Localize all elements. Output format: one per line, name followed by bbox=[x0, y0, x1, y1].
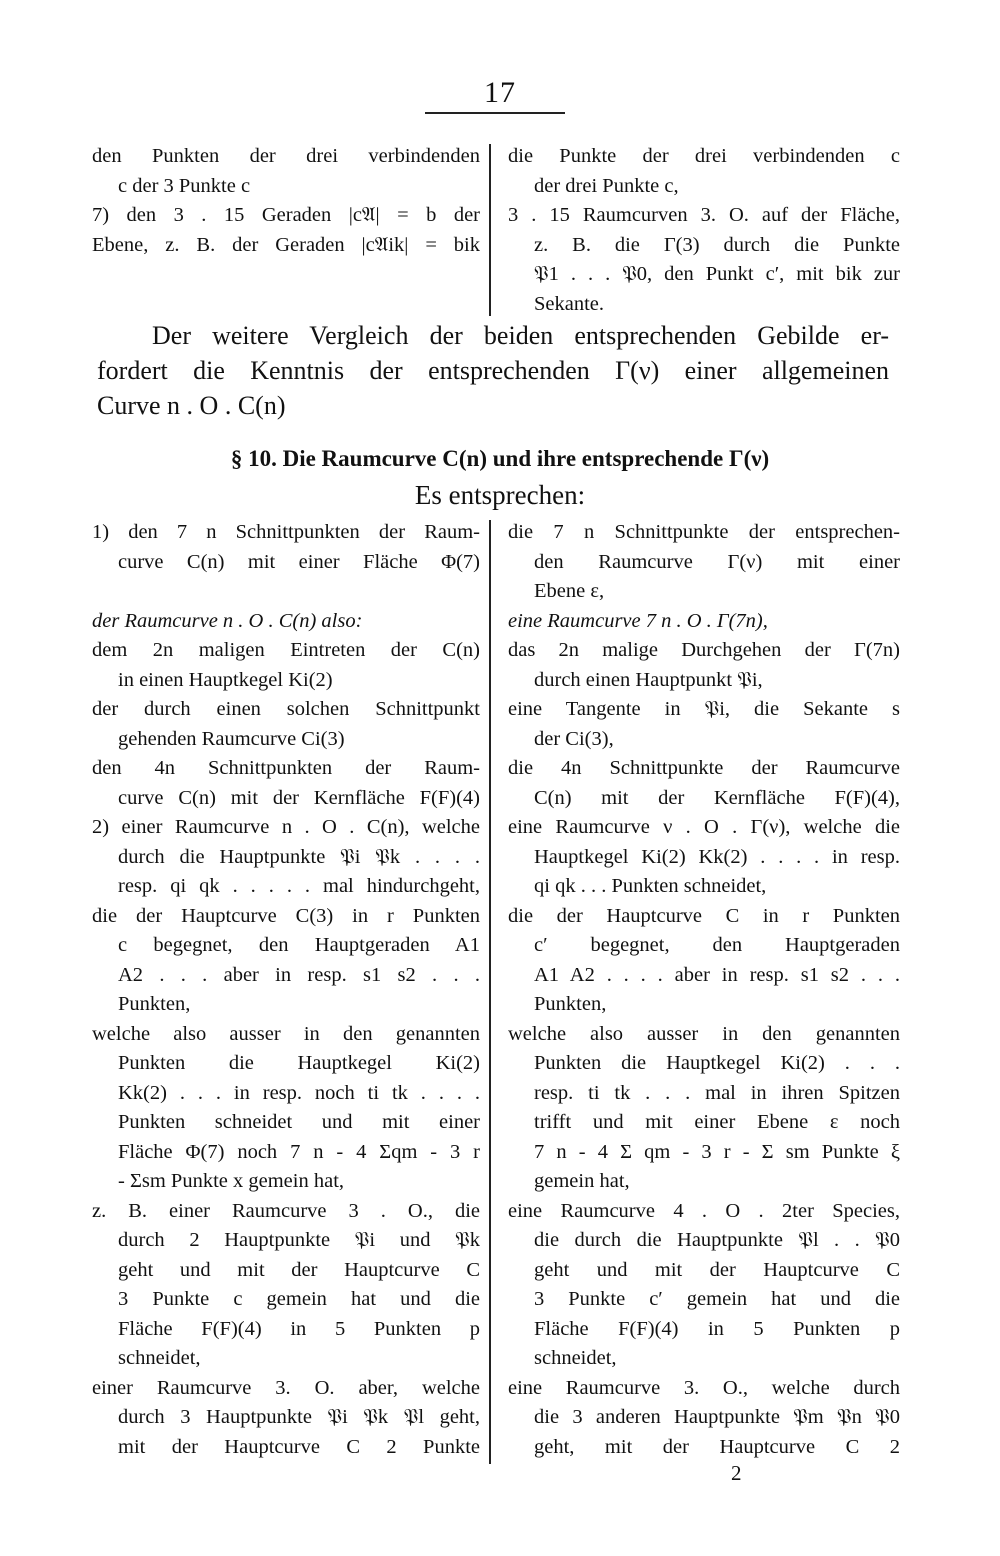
page-number: 17 bbox=[484, 76, 516, 109]
text-line: Sekante. bbox=[534, 292, 605, 315]
text-line: c der 3 Punkte c bbox=[118, 174, 251, 197]
page-number-rule bbox=[425, 112, 565, 114]
body-paragraph bbox=[97, 318, 889, 423]
text-line: geht und mit der Hauptcurve C bbox=[118, 1258, 480, 1281]
signature-mark: 2 bbox=[731, 1461, 742, 1485]
text-line: 3 . 15 Raumcurven 3. O. auf der Fläche, bbox=[508, 204, 900, 226]
text-line: gehenden Raumcurve Ci(3) bbox=[118, 727, 345, 750]
text-line: Kk(2) . . . in resp. noch ti tk . . . . bbox=[118, 1081, 480, 1104]
text-line: Ebene, z. B. der Geraden |c𝔄ik| = bik bbox=[92, 233, 480, 256]
text-line: gemein hat, bbox=[534, 1170, 630, 1192]
text-line: c′ begegnet, den Hauptgeraden bbox=[534, 934, 900, 956]
left-column bbox=[92, 518, 480, 1462]
text-line: curve C(n) mit der Kernfläche F(F)(4) bbox=[118, 786, 480, 809]
text-line: der Raumcurve n . O . C(n) also: bbox=[92, 609, 363, 632]
text-line: Ebene ε, bbox=[534, 580, 605, 602]
text-line: eine Raumcurve ν . O . Γ(ν), welche die bbox=[508, 816, 900, 838]
sub-heading: Es entsprechen: bbox=[414, 480, 586, 510]
text-line: Fläche Φ(7) noch 7 n - 4 Σqm - 3 r bbox=[118, 1140, 480, 1163]
blank-line bbox=[92, 577, 480, 607]
column-divider bbox=[489, 144, 491, 316]
text-line: durch einen Hauptpunkt 𝔓i, bbox=[534, 668, 763, 691]
text-line: den 4n Schnittpunkten der Raum- bbox=[92, 757, 480, 779]
text-line: 2) einer Raumcurve n . O . C(n), welche bbox=[92, 816, 480, 838]
text-line: eine Raumcurve 7 n . O . Γ(7n), bbox=[508, 609, 768, 632]
text-line: Punkten schneidet und mit einer bbox=[118, 1111, 480, 1133]
text-line: Punkten die Hauptkegel Ki(2) . . . bbox=[534, 1052, 900, 1074]
text-line: die 4n Schnittpunkte der Raumcurve bbox=[508, 757, 900, 779]
text-line: 3 Punkte c gemein hat und die bbox=[118, 1288, 480, 1310]
text-line: in einen Hauptkegel Ki(2) bbox=[118, 668, 333, 691]
text-line: welche also ausser in den genannten bbox=[92, 1022, 480, 1045]
text-line: die der Hauptcurve C in r Punkten bbox=[508, 904, 900, 927]
text-line: resp. qi qk . . . . . mal hindurchgeht, bbox=[118, 875, 480, 897]
text-line: 3 Punkte c′ gemein hat und die bbox=[534, 1288, 900, 1310]
text-line: eine Raumcurve 3. O., welche durch bbox=[508, 1376, 900, 1399]
text-line: resp. ti tk . . . mal in ihren Spitzen bbox=[534, 1081, 900, 1104]
text-line: curve C(n) mit einer Fläche Φ(7) bbox=[118, 550, 480, 573]
text-line: mit der Hauptcurve C 2 Punkte bbox=[118, 1435, 480, 1458]
text-line: die Punkte der drei verbindenden c bbox=[508, 145, 900, 167]
column-divider bbox=[489, 520, 491, 1464]
section-heading: § 10. Die Raumcurve C(n) und ihre entsprechende Γ(ν) bbox=[230, 446, 770, 471]
text-line: Punkten die Hauptkegel Ki(2) bbox=[118, 1052, 480, 1074]
text-line: durch 2 Hauptpunkte 𝔓i und 𝔓k bbox=[118, 1229, 480, 1251]
text-line: c begegnet, den Hauptgeraden A1 bbox=[118, 934, 480, 956]
text-line: schneidet, bbox=[534, 1347, 617, 1369]
text-line: 𝔓1 . . . 𝔓0, den Punkt c′, mit bik zur bbox=[534, 263, 900, 285]
paragraph-line: Der weitere Vergleich der beiden entsprechenden Gebilde er- bbox=[152, 321, 889, 350]
text-line: die 7 n Schnittpunkte der entsprechen- bbox=[508, 521, 900, 543]
text-line: Punkten, bbox=[534, 993, 607, 1015]
text-line: den Raumcurve Γ(ν) mit einer bbox=[534, 550, 900, 573]
text-line: 7 n - 4 Σ qm - 3 r - Σ sm Punkte ξ bbox=[534, 1140, 900, 1163]
text-line: qi qk . . . Punkten schneidet, bbox=[534, 875, 767, 897]
text-line: - Σsm Punkte x gemein hat, bbox=[118, 1170, 345, 1192]
text-line: eine Raumcurve 4 . O . 2ter Species, bbox=[508, 1199, 900, 1222]
paragraph-line: fordert die Kenntnis der entsprechenden Γ(ν) einer allgemeinen bbox=[97, 356, 889, 385]
text-line: schneidet, bbox=[118, 1347, 201, 1369]
top-right-column bbox=[508, 142, 900, 319]
text-line: der drei Punkte c, bbox=[534, 174, 679, 197]
text-line: dem 2n maligen Eintreten der C(n) bbox=[92, 639, 480, 661]
text-line: A2 . . . aber in resp. s1 s2 . . . bbox=[118, 963, 480, 986]
text-line: C(n) mit der Kernfläche F(F)(4), bbox=[534, 786, 900, 809]
text-line: durch 3 Hauptpunkte 𝔓i 𝔓k 𝔓l geht, bbox=[118, 1406, 480, 1428]
text-line: welche also ausser in den genannten bbox=[508, 1022, 900, 1045]
text-line: die durch die Hauptpunkte 𝔓l . . 𝔓0 bbox=[534, 1229, 900, 1251]
text-line: durch die Hauptpunkte 𝔓i 𝔓k . . . . bbox=[118, 845, 480, 868]
text-line: trifft und mit einer Ebene ε noch bbox=[534, 1111, 900, 1133]
paragraph-line: Curve n . O . C(n) bbox=[97, 391, 286, 420]
text-line: die 3 anderen Hauptpunkte 𝔓m 𝔓n 𝔓0 bbox=[534, 1406, 900, 1428]
right-column bbox=[508, 518, 900, 1462]
top-left-column bbox=[92, 142, 480, 260]
text-line: z. B. die Γ(3) durch die Punkte bbox=[534, 233, 900, 256]
text-line: geht, mit der Hauptcurve C 2 bbox=[534, 1435, 900, 1458]
text-line: Fläche F(F)(4) in 5 Punkten p bbox=[118, 1317, 480, 1340]
text-line: Hauptkegel Ki(2) Kk(2) . . . . in resp. bbox=[534, 845, 900, 868]
text-line: Punkten, bbox=[118, 993, 191, 1015]
text-line: das 2n malige Durchgehen der Γ(7n) bbox=[508, 639, 900, 661]
text-line: Fläche F(F)(4) in 5 Punkten p bbox=[534, 1317, 900, 1340]
text-line: einer Raumcurve 3. O. aber, welche bbox=[92, 1376, 480, 1399]
text-line: z. B. einer Raumcurve 3 . O., die bbox=[92, 1199, 480, 1222]
text-line: eine Tangente in 𝔓i, die Sekante s bbox=[508, 698, 900, 720]
text-line: geht und mit der Hauptcurve C bbox=[534, 1258, 900, 1281]
text-line: den Punkten der drei verbindenden bbox=[92, 145, 480, 167]
text-line: 1) den 7 n Schnittpunkten der Raum- bbox=[92, 521, 480, 543]
text-line: 7) den 3 . 15 Geraden |c𝔄| = b der bbox=[92, 204, 480, 226]
text-line: der Ci(3), bbox=[534, 727, 614, 750]
text-line: die der Hauptcurve C(3) in r Punkten bbox=[92, 904, 480, 927]
text-line: A1 A2 . . . . aber in resp. s1 s2 . . . bbox=[534, 963, 900, 986]
text-line: der durch einen solchen Schnittpunkt bbox=[92, 698, 480, 720]
